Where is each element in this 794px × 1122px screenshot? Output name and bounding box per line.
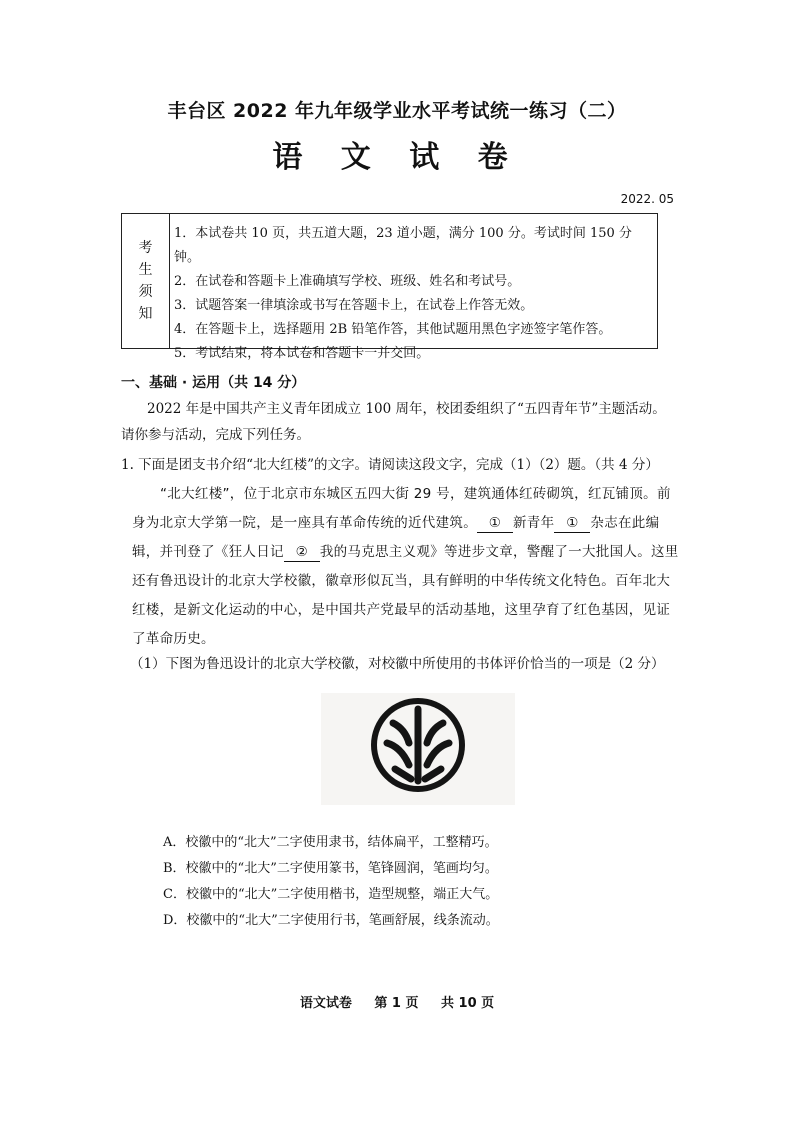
footer-exam-name: 语文试卷 [299, 996, 352, 1011]
passage-text: 杂志在此编辑，并刊登了《狂人日记 [132, 515, 660, 560]
exam-date: 2022. 05 [620, 192, 674, 206]
question-1-stem: 1. 下面是团支书介绍“北大红楼”的文字。请阅读这段文字，完成（1）（2）题。（共 4 分） [121, 457, 659, 473]
fill-blank-1b: ① [554, 514, 590, 533]
option-b: B．校徽中的“北大”二字使用篆书，笔锋圆润，笔画均匀。 [163, 861, 498, 876]
exam-title: 丰台区 2022 年九年级学业水平考试统一练习（二） [167, 100, 627, 122]
notice-item: 1．本试卷共 10 页，共五道大题，23 道小题，满分 100 分。考试时间 150 分钟。 [174, 226, 632, 265]
notice-side-char: 知 [138, 306, 153, 322]
answer-options [163, 830, 499, 934]
passage-text: “北大红楼”，位于北京市东城区五四大街 29 号，建筑通体红砖砌筑，红瓦铺顶。前身为北京大学第一院，是一座具有革命传统的近代建筑。 [132, 486, 671, 531]
option-c: C．校徽中的“北大”二字使用楷书，造型规整，端正大气。 [163, 887, 499, 902]
question-1-sub-1: （1）下图为鲁迅设计的北京大学校徽，对校徽中所使用的书体评价恰当的一项是（2 分） [130, 656, 665, 672]
footer-page-number: 第 1 页 [374, 996, 419, 1011]
notice-item: 5．考试结束，将本试卷和答题卡一并交回。 [174, 346, 430, 361]
notice-side-label [122, 214, 170, 348]
reading-passage [132, 480, 680, 654]
exam-subject-title: 语 文 试 卷 [272, 140, 522, 175]
notice-side-char: 须 [138, 284, 153, 300]
notice-item: 2．在试卷和答题卡上准确填写学校、班级、姓名和考试号。 [174, 274, 521, 289]
peking-university-emblem-image [321, 693, 515, 805]
section-intro: 2022 年是中国共产主义青年团成立 100 周年，校团委组织了“五四青年节”主题活动。请你参与活动，完成下列任务。 [121, 401, 666, 443]
footer-total-pages: 共 10 页 [441, 996, 495, 1011]
fill-blank-1: ① [477, 514, 513, 533]
option-a: A．校徽中的“北大”二字使用隶书，结体扁平，工整精巧。 [163, 835, 498, 850]
page-footer [0, 992, 794, 1011]
passage-text: 我的马克思主义观》等进步文章，警醒了一大批国人。这里还有鲁迅设计的北京大学校徽，徽章形似瓦当，具有鲜明的中华传统文化特色。百年北大红楼，是新文化运动的中心，是中国共产党最早的活动基地，这里孕育了红色基因，见证了革命历史。 [132, 544, 679, 647]
passage-text: 新青年 [513, 515, 555, 531]
notice-item: 4．在答题卡上，选择题用 2B 铅笔作答，其他试题用黑色字迹签字笔作答。 [174, 322, 612, 337]
option-d: D．校徽中的“北大”二字使用行书，笔画舒展，线条流动。 [163, 913, 499, 928]
candidate-notice-box [121, 213, 658, 361]
notice-side-char: 生 [138, 262, 153, 278]
notice-list [174, 222, 657, 366]
notice-side-char: 考 [138, 240, 153, 256]
section-heading: 一、基础 · 运用（共 14 分） [121, 375, 306, 391]
notice-item: 3．试题答案一律填涂或书写在答题卡上，在试卷上作答无效。 [174, 298, 534, 313]
fill-blank-2: ② [284, 543, 320, 562]
emblem-icon [321, 693, 515, 805]
